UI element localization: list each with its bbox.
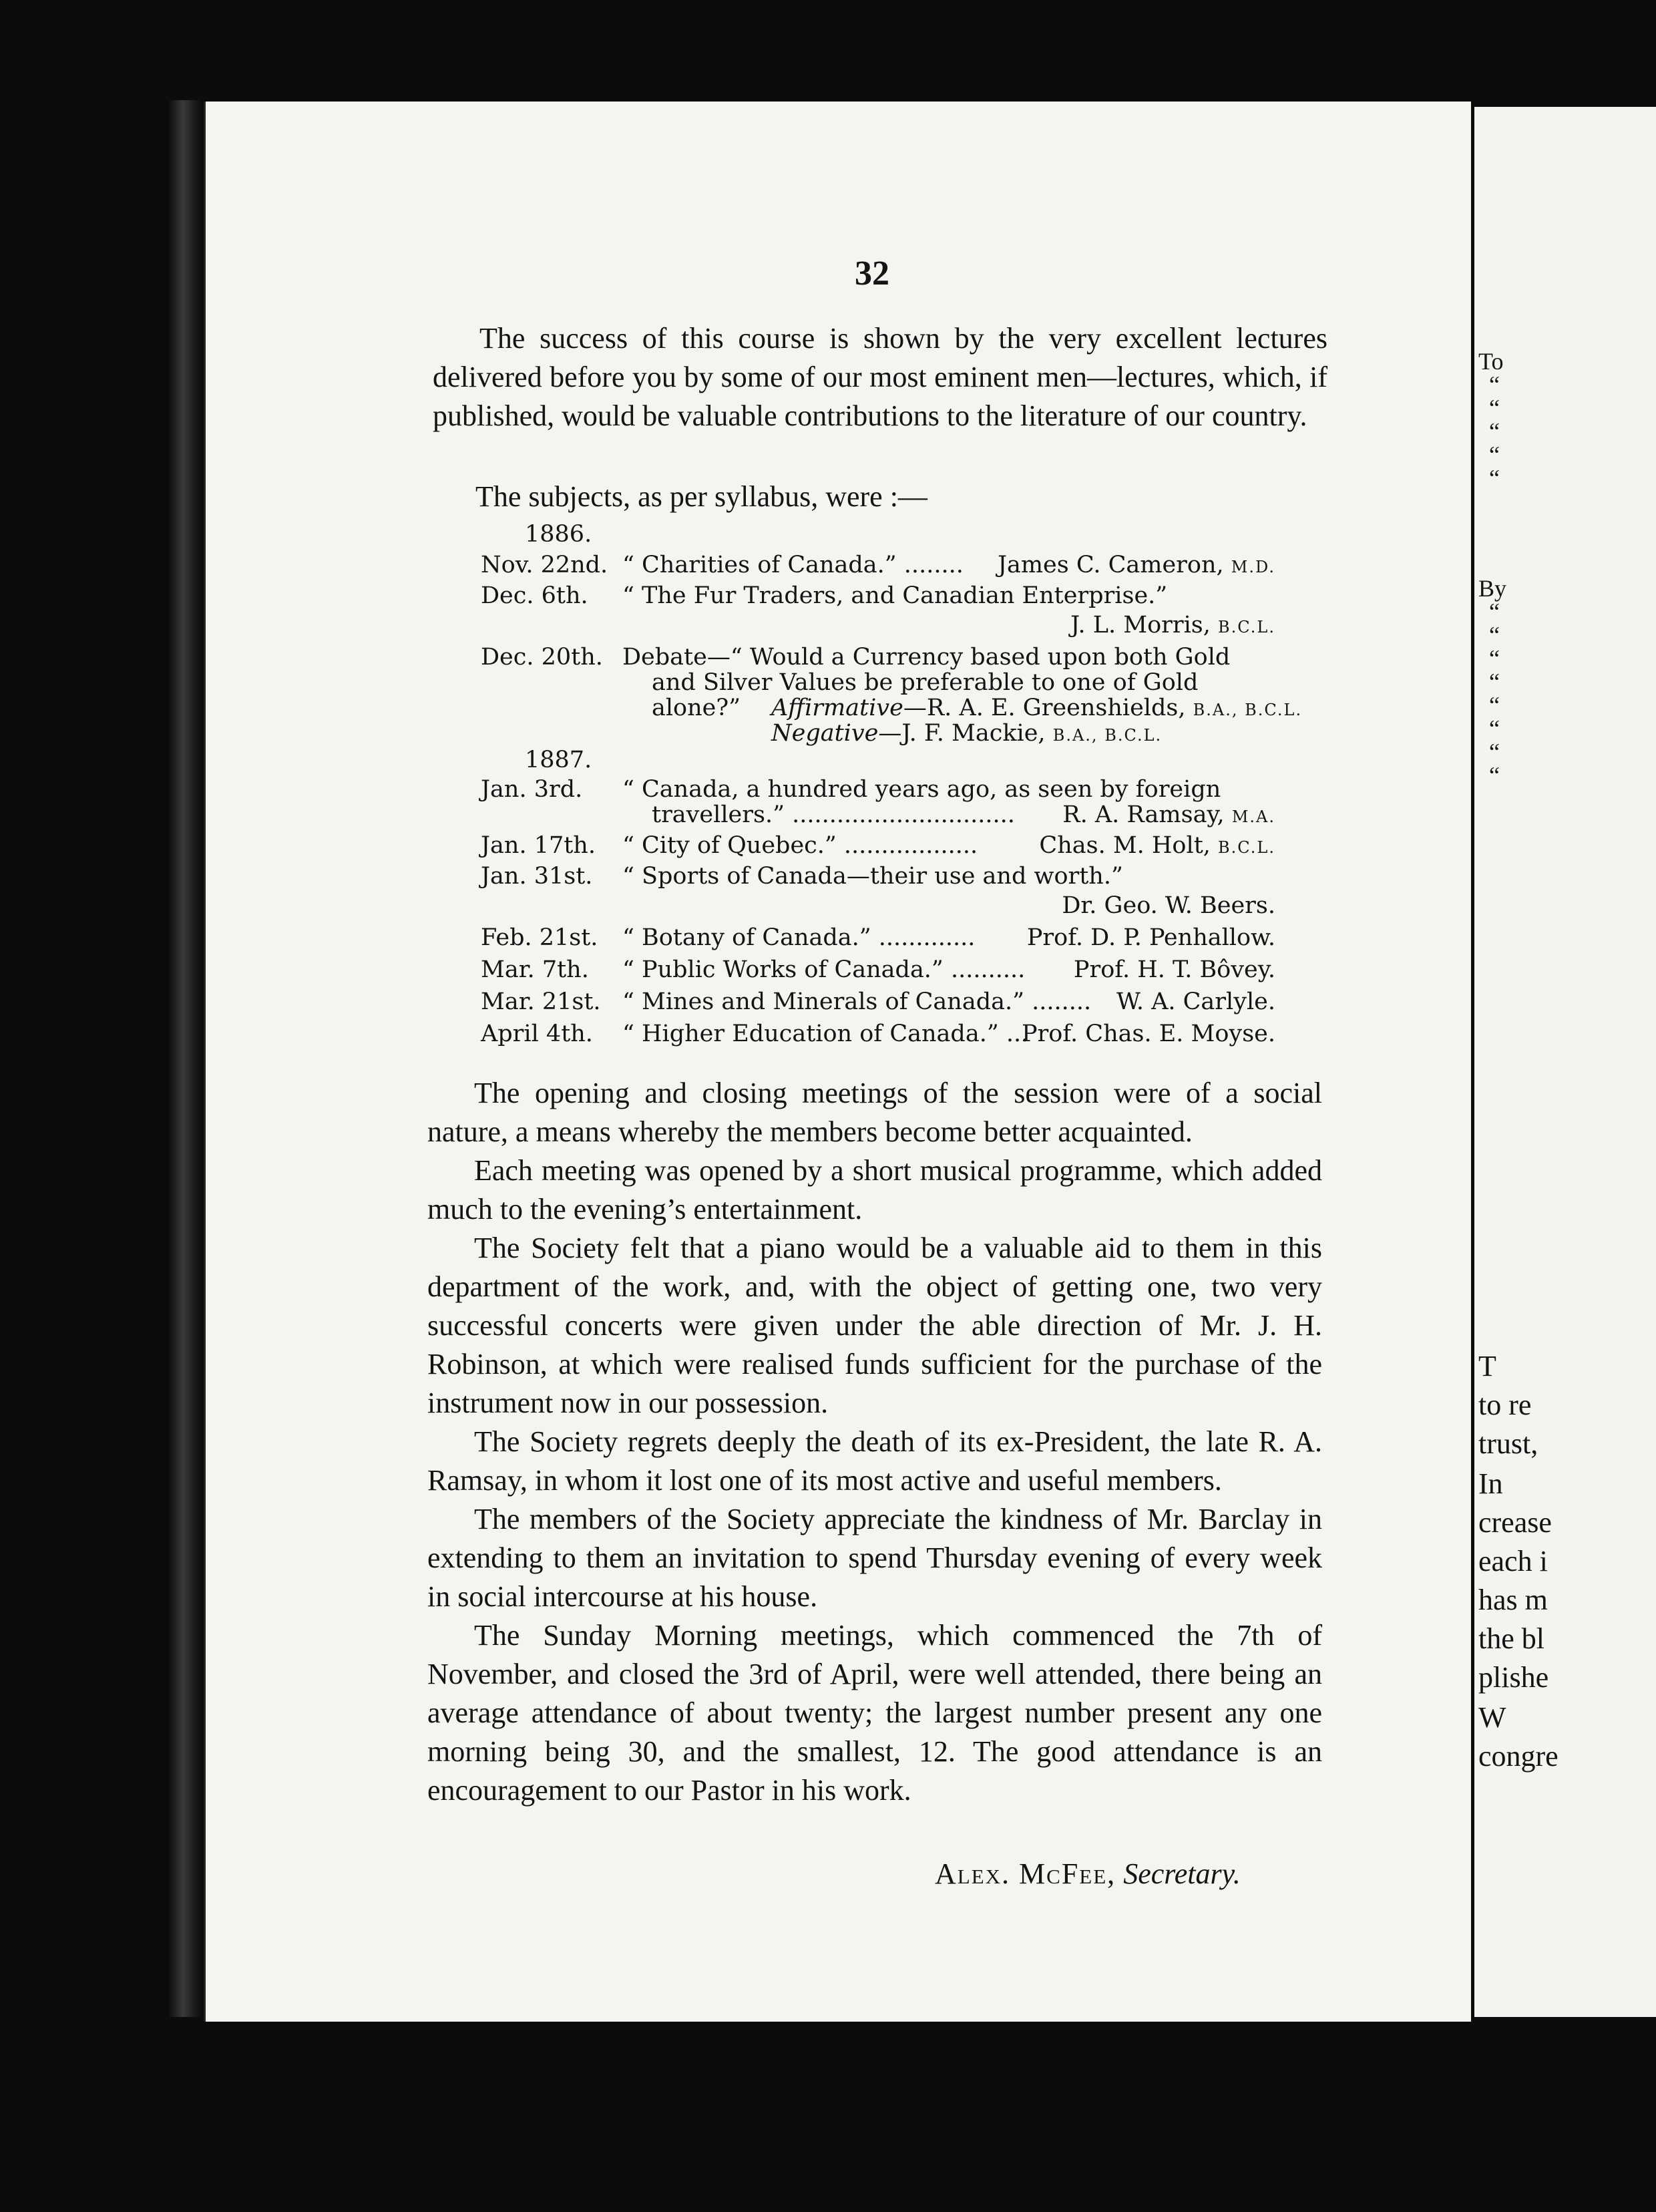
body-paragraph: The opening and closing meetings of the session were of a social nature, a means whereby the members become better acquainted. [427,1077,1322,1148]
lecturer-line [481,892,1275,923]
lecture-date: Mar. 7th. [481,956,589,983]
lecture-row [481,863,1275,894]
facing-page-fragment: T [1478,1350,1496,1382]
body-paragraphs [427,1074,1322,1810]
year-heading: 1886. [525,521,592,548]
facing-page-fragment: “ [1489,598,1500,625]
lecture-title: “ City of Quebec.” .................. [622,832,978,859]
signature-title: Secretary. [1123,1857,1241,1890]
lecture-title: “ Mines and Minerals of Canada.” ........ [622,988,1092,1015]
lecturer: James C. Cameron, M.D. [997,552,1275,578]
lecture-row [481,988,1275,1019]
lecturer: Prof. H. T. Bôvey. [1073,956,1275,983]
lecture-title-continuation: alone?” Affirmative—R. A. E. Greenshields, B.A., B.C.L. [652,695,1303,721]
facing-page-fragment: trust, [1478,1427,1538,1460]
lecturer: Prof. Chas. E. Moyse. [1022,1021,1275,1047]
facing-page-fragment: “ [1489,669,1500,695]
facing-page-fragment: “ [1489,418,1500,445]
lecturer: R. A. Ramsay, M.A. [1062,801,1275,828]
facing-page-fragment: “ [1489,371,1500,398]
facing-page-fragment: By [1478,575,1507,602]
body-paragraph: Each meeting was opened by a short musical programme, which added much to the evening’s entertainment. [427,1154,1322,1226]
body-paragraph: The Society felt that a piano would be a valuable aid to them in this department of the work, and, with the object of getting one, two very successful concerts were given under the able direction of Mr. J. H. Robinson, at which were realised funds sufficient for the purchase of the instrument now in our possession. [427,1232,1322,1419]
lecture-date: Jan. 17th. [481,832,596,859]
lecture-title: “ Public Works of Canada.” .......... [622,956,1026,983]
year-heading: 1887. [525,747,592,773]
lecture-date: Dec. 6th. [481,582,588,609]
lecturer: Prof. D. P. Penhallow. [1026,924,1275,951]
lecture-row [481,582,1275,613]
facing-page-edge [1474,107,1656,2017]
lecture-date: Mar. 21st. [481,988,601,1015]
lecturer: W. A. Carlyle. [1116,988,1275,1015]
negative-line [481,720,1275,751]
facing-page-fragment: “ [1489,692,1500,719]
facing-page-fragment: W [1478,1701,1506,1734]
lecture-row [481,956,1275,987]
lecture-title: “ Higher Education of Canada.” ... [622,1021,1029,1047]
facing-page-fragment: “ [1489,465,1500,492]
affirmative-speaker: Affirmative—R. A. E. Greenshields, B.A., B.C.L. [771,695,1303,721]
facing-page-fragment: “ [1489,645,1500,672]
facing-page-fragment: “ [1489,395,1500,421]
body-paragraph: The Sunday Morning meetings, which commenced the 7th of November, and closed the 3rd of April, were well attended, there being an average attendance of about twenty; the largest number present any one morning being 30, and the smallest, 12. The good attendance is an encouragement to our Pastor in his work. [427,1619,1322,1807]
lecture-title: “ Charities of Canada.” ........ [622,552,964,578]
lecture-date: Dec. 20th. [481,644,603,671]
lecture-title-continuation: and Silver Values be preferable to one of Gold [652,669,1199,696]
facing-page-fragment: each i [1478,1545,1548,1578]
facing-page-fragment: has m [1478,1584,1548,1616]
facing-page-fragment: To [1478,348,1504,375]
body-paragraph: The Society regrets deeply the death of its ex-President, the late R. A. Ramsay, in whom it lost one of its most active and useful members. [427,1425,1322,1497]
lecture-row [481,832,1275,863]
lecture-title-line: Debate—“ Would a Currency based upon both Gold [622,644,1231,671]
facing-page-fragment: plishe [1478,1661,1549,1694]
lecture-date: Jan. 3rd. [481,776,583,803]
facing-page-fragment: “ [1489,622,1500,649]
facing-page-fragment: congre [1478,1740,1559,1773]
lecture-title: “ Botany of Canada.” ............. [622,924,976,951]
lecturer: Dr. Geo. W. Beers. [1062,892,1275,919]
lecture-row [481,1021,1275,1051]
intro-paragraph-block [433,319,1327,435]
lecture-date: Nov. 22nd. [481,552,608,578]
lecturer: Chas. M. Holt, B.C.L. [1039,832,1275,859]
lecture-title: “ Sports of Canada—their use and worth.” [622,863,1123,890]
lecture-date: Feb. 21st. [481,924,598,951]
lecture-date: Jan. 31st. [481,863,593,890]
lecture-row [481,924,1275,955]
lecturer-line [481,612,1275,642]
subjects-intro: The subjects, as per syllabus, were :— [475,480,927,513]
facing-page-fragment: “ [1489,762,1500,789]
lecture-date: April 4th. [481,1021,593,1047]
facing-page-fragment: the bl [1478,1622,1544,1655]
facing-page-fragment: In [1478,1467,1503,1500]
facing-page-fragment: to re [1478,1389,1532,1421]
facing-page-fragment: crease [1478,1506,1552,1539]
lecture-title: “ The Fur Traders, and Canadian Enterprise.” [622,582,1168,609]
intro-paragraph: The success of this course is shown by the very excellent lectures delivered before you by some of our most eminent men—lectures, which, if published, would be valuable contributions to the literature of our country. [433,322,1327,432]
signature [935,1857,1241,1891]
syllabus-list [481,521,1303,1075]
signature-name: Alex. McFee, [935,1857,1116,1890]
facing-page-fragment: “ [1489,441,1500,468]
negative-speaker: Negative—J. F. Mackie, B.A., B.C.L. [771,720,1163,747]
lecture-row [481,552,1275,582]
page-number: 32 [855,254,889,293]
lecturer: J. L. Morris, B.C.L. [1070,612,1275,638]
body-paragraph: The members of the Society appreciate the kindness of Mr. Barclay in extending to them an invitation to spend Thursday evening of every week in social intercourse at his house. [427,1503,1322,1613]
book-spine [167,100,207,2017]
lecture-title-line: “ Canada, a hundred years ago, as seen by foreign [622,776,1221,803]
facing-page-fragment: “ [1489,739,1500,765]
lecture-title-continuation: travellers.” .............................. R. A. Ramsay, M.A. [652,801,1275,828]
facing-page-fragment: “ [1489,715,1500,742]
